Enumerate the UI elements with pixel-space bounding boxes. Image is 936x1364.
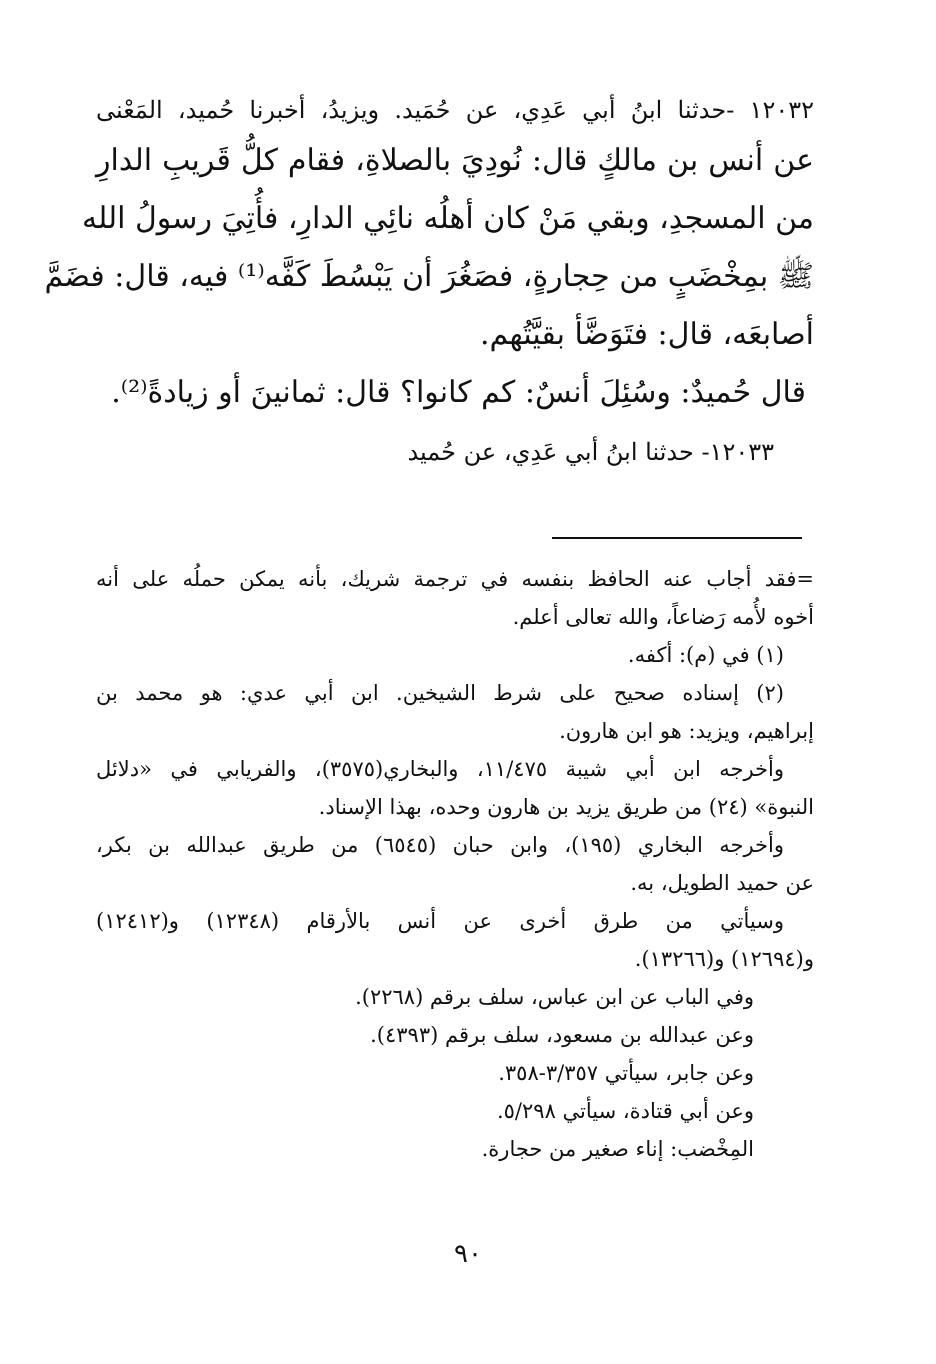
footnote-line: =فقد أجاب عنه الحافظ بنفسه في ترجمة شريك، بأنه يمكن حملُه على أنه <box>96 567 814 591</box>
page-number: ٩٠ <box>454 1239 482 1269</box>
footnote-line: و(١٢٦٩٤) و(١٣٢٦٦). <box>634 947 814 971</box>
main-text-line: قال حُميدٌ: وسُئِلَ أنسٌ: كم كانوا؟ قال: ثمانينَ أو زيادةً⁽²⁾. <box>111 375 806 410</box>
footnote-line: (٢) إسناده صحيح على شرط الشيخين. ابن أبي عدي: هو محمد بن <box>96 681 784 705</box>
footnote-line: وأخرجه البخاري (١٩٥)، وابن حبان (٦٥٤٥) من طريق عبدالله بن بكر، <box>96 833 785 857</box>
footnote-line: وعن أبي قتادة، سيأتي ٥/٢٩٨. <box>496 1099 754 1123</box>
main-text-line: من المسجدِ، وبقي مَنْ كان أهلُه نائِي الدارِ، فأُتِيَ رسولُ الله <box>81 201 814 236</box>
main-text-line: عن أنس بن مالكٍ قال: نُودِيَ بالصلاةِ، فقام كلُّ قَريبِ الدارِ <box>96 143 814 178</box>
footnote-line: (١) في (م): أكفه. <box>627 643 784 667</box>
footnote-line: وأخرجه ابن أبي شيبة ١١/٤٧٥، والبخاري(٣٥٧٥)، والفريابي في «دلائل <box>96 757 784 781</box>
footnote-line: وعن عبدالله بن مسعود، سلف برقم (٤٣٩٣). <box>370 1023 754 1047</box>
main-text-line: أصابعَه، قال: فتَوَضَّأ بقيَّتُهم. <box>480 317 814 352</box>
footnote-separator <box>552 537 802 539</box>
hadith-12032-heading: ١٢٠٣٢ -حدثنا ابنُ أبي عَدِي، عن حُمَيد. ويزيدُ، أخبرنا حُميد، المَعْنى <box>96 96 814 124</box>
footnotes <box>96 560 814 1168</box>
footnote-line: وسيأتي من طرق أخرى عن أنس بالأرقام (١٢٣٤٨) و(١٢٤١٢) <box>96 909 784 933</box>
footnote-line: إبراهيم، ويزيد: هو ابن هارون. <box>559 719 814 743</box>
footnote-line: وفي الباب عن ابن عباس، سلف برقم (٢٢٦٨). <box>355 985 754 1009</box>
footnote-line: أخوه لأُمه رَضاعاً، والله تعالى أعلم. <box>512 605 814 629</box>
main-text <box>44 88 814 482</box>
main-text-line: ﷺ بمِخْضَبٍ من حِجارةٍ، فصَغُرَ أن يَبْسُطَ كَفَّه⁽¹⁾ فيه، قال: فضَمَّ <box>44 259 814 294</box>
hadith-12033-heading: ١٢٠٣٣- حدثنا ابنُ أبي عَدِي، عن حُميد <box>407 438 774 466</box>
footnote-line: وعن جابر، سيأتي ٣/٣٥٧-٣٥٨. <box>498 1061 754 1085</box>
footnote-line: عن حميد الطويل، به. <box>630 871 814 895</box>
footnote-line: المِخْضب: إناء صغير من حجارة. <box>481 1137 754 1161</box>
footnote-line: النبوة» (٢٤) من طريق يزيد بن هارون وحده، بهذا الإسناد. <box>318 795 814 819</box>
